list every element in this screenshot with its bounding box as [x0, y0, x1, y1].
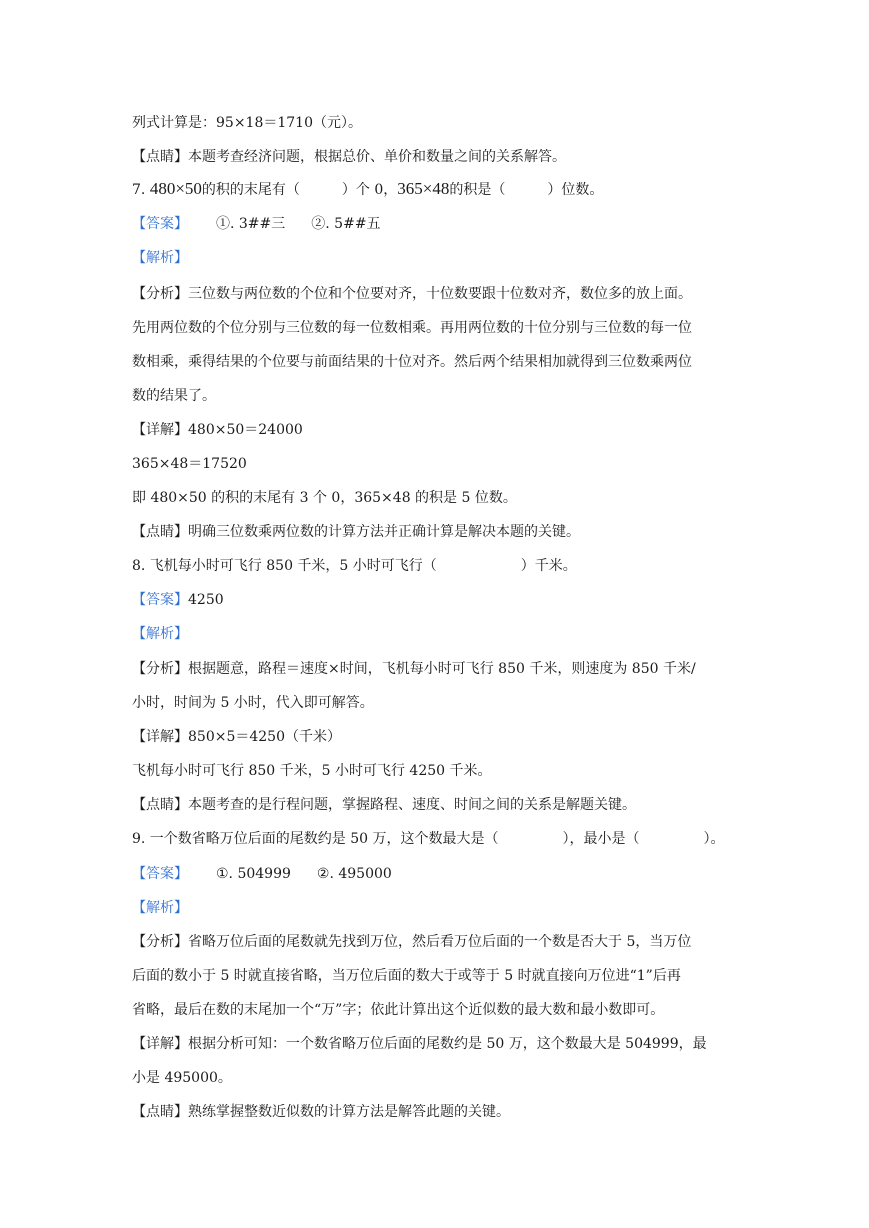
tag-dianjing: 【点睛】	[132, 797, 188, 813]
text-line	[132, 1103, 742, 1121]
tag-dianjing: 【点睛】	[132, 524, 188, 540]
analysis-text: 先用两位数的个位分别与三位数的每一位数相乘。再用两位数的十位分别与三位数的每一位	[132, 320, 692, 336]
text-line	[132, 796, 742, 814]
analysis-text: 数相乘，乘得结果的个位要与前面结果的十位对齐。然后两个结果相加就得到三位数乘两位	[132, 354, 692, 370]
answer-1: 4250	[188, 592, 224, 608]
answer-line	[132, 865, 742, 883]
text-line	[132, 899, 742, 917]
tag-fenxi: 【分析】	[132, 286, 188, 302]
text-line	[132, 967, 742, 985]
analysis-text: 小时，时间为 5 小时，代入即可解答。	[132, 695, 374, 711]
question-text: 的积是（	[449, 182, 506, 198]
calc-line: 列式计算是：95×18＝1710（元）。	[132, 115, 362, 131]
answer-2: ②. 495000	[316, 866, 392, 882]
text-line	[132, 148, 742, 166]
tag-fenxi: 【分析】	[132, 934, 188, 950]
text-line	[132, 421, 742, 439]
text-line	[132, 694, 742, 712]
text-line	[132, 1035, 742, 1053]
answer-2: ②. 5##五	[311, 216, 381, 232]
question-text: ）。	[703, 831, 725, 847]
analysis-text: 三位数与两位数的个位和个位要对齐，十位数要跟十位数对齐，数位多的放上面。	[188, 286, 692, 302]
tag-xiangjie: 【详解】	[132, 729, 188, 745]
text-line	[132, 285, 742, 303]
tag-jiexi: 【解析】	[132, 900, 188, 916]
dianjing-text: 熟练掌握整数近似数的计算方法是解答此题的关键。	[188, 1104, 510, 1120]
question-8	[132, 557, 742, 575]
dianjing-text: 本题考查经济问题，根据总价、单价和数量之间的关系解答。	[188, 149, 566, 165]
math-expression: 480×50	[149, 179, 202, 198]
question-7	[132, 180, 742, 199]
text-line	[132, 660, 742, 678]
answer-line	[132, 591, 742, 609]
question-text: ）千米。	[520, 558, 577, 574]
question-text: ），最小是（	[562, 831, 640, 847]
text-line	[132, 319, 742, 337]
text-line	[132, 523, 742, 541]
text-line	[132, 455, 742, 473]
analysis-text: 省略万位后面的尾数就先找到万位，然后看万位后面的一个数是否大于 5，当万位	[188, 934, 692, 950]
answer-line	[132, 215, 742, 233]
text-line	[132, 728, 742, 746]
question-9	[132, 830, 742, 848]
analysis-text: 省略，最后在数的末尾加一个“万”字；依此计算出这个近似数的最大数和最小数即可。	[132, 1002, 665, 1018]
text-line	[132, 1069, 742, 1087]
answer-1: ①. 3##三	[216, 216, 286, 232]
tag-dianjing: 【点睛】	[132, 149, 188, 165]
tag-dianjing: 【点睛】	[132, 1104, 188, 1120]
text-line	[132, 1001, 742, 1019]
analysis-text: 根据题意，路程＝速度×时间，飞机每小时可飞行 850 千米，则速度为 850 千米/	[188, 661, 696, 677]
text-line	[132, 353, 742, 371]
question-text: ）个 0，	[341, 182, 398, 198]
question-text: 的积的末尾有（	[201, 182, 300, 198]
tag-daan: 【答案】	[132, 216, 188, 232]
answer-1: ①. 504999	[216, 866, 291, 882]
text-line	[132, 489, 742, 507]
question-number: 7.	[132, 182, 146, 198]
tag-daan: 【答案】	[132, 866, 188, 882]
detail-text: 即 480×50 的积的末尾有 3 个 0，365×48 的积是 5 位数。	[132, 490, 517, 506]
question-text: ）位数。	[547, 182, 604, 198]
math-expression: 365×48	[397, 179, 450, 198]
text-line	[132, 114, 742, 132]
text-line	[132, 762, 742, 780]
text-line	[132, 933, 742, 951]
question-text: 8. 飞机每小时可飞行 850 千米，5 小时可飞行（	[132, 558, 437, 574]
analysis-text: 后面的数小于 5 时就直接省略，当万位后面的数大于或等于 5 时就直接向万位进“1”后再	[132, 968, 681, 984]
tag-jiexi: 【解析】	[132, 250, 188, 266]
detail-text: 365×48＝17520	[132, 456, 247, 472]
tag-jiexi: 【解析】	[132, 626, 188, 642]
tag-fenxi: 【分析】	[132, 661, 188, 677]
text-line	[132, 249, 742, 267]
text-line	[132, 387, 742, 405]
tag-xiangjie: 【详解】	[132, 422, 188, 438]
text-line	[132, 625, 742, 643]
dianjing-text: 本题考查的是行程问题，掌握路程、速度、时间之间的关系是解题关键。	[188, 797, 636, 813]
detail-text: 850×5＝4250（千米）	[188, 729, 341, 745]
detail-text: 飞机每小时可飞行 850 千米，5 小时可飞行 4250 千米。	[132, 763, 492, 779]
detail-text: 根据分析可知：一个数省略万位后面的尾数约是 50 万，这个数最大是 504999，最	[188, 1036, 707, 1052]
tag-daan: 【答案】	[132, 592, 188, 608]
tag-xiangjie: 【详解】	[132, 1036, 188, 1052]
dianjing-text: 明确三位数乘两位数的计算方法并正确计算是解决本题的关键。	[188, 524, 580, 540]
analysis-text: 数的结果了。	[132, 388, 216, 404]
detail-text: 小是 495000。	[132, 1070, 232, 1086]
detail-text: 480×50＝24000	[188, 422, 303, 438]
question-text: 9. 一个数省略万位后面的尾数约是 50 万，这个数最大是（	[132, 831, 499, 847]
